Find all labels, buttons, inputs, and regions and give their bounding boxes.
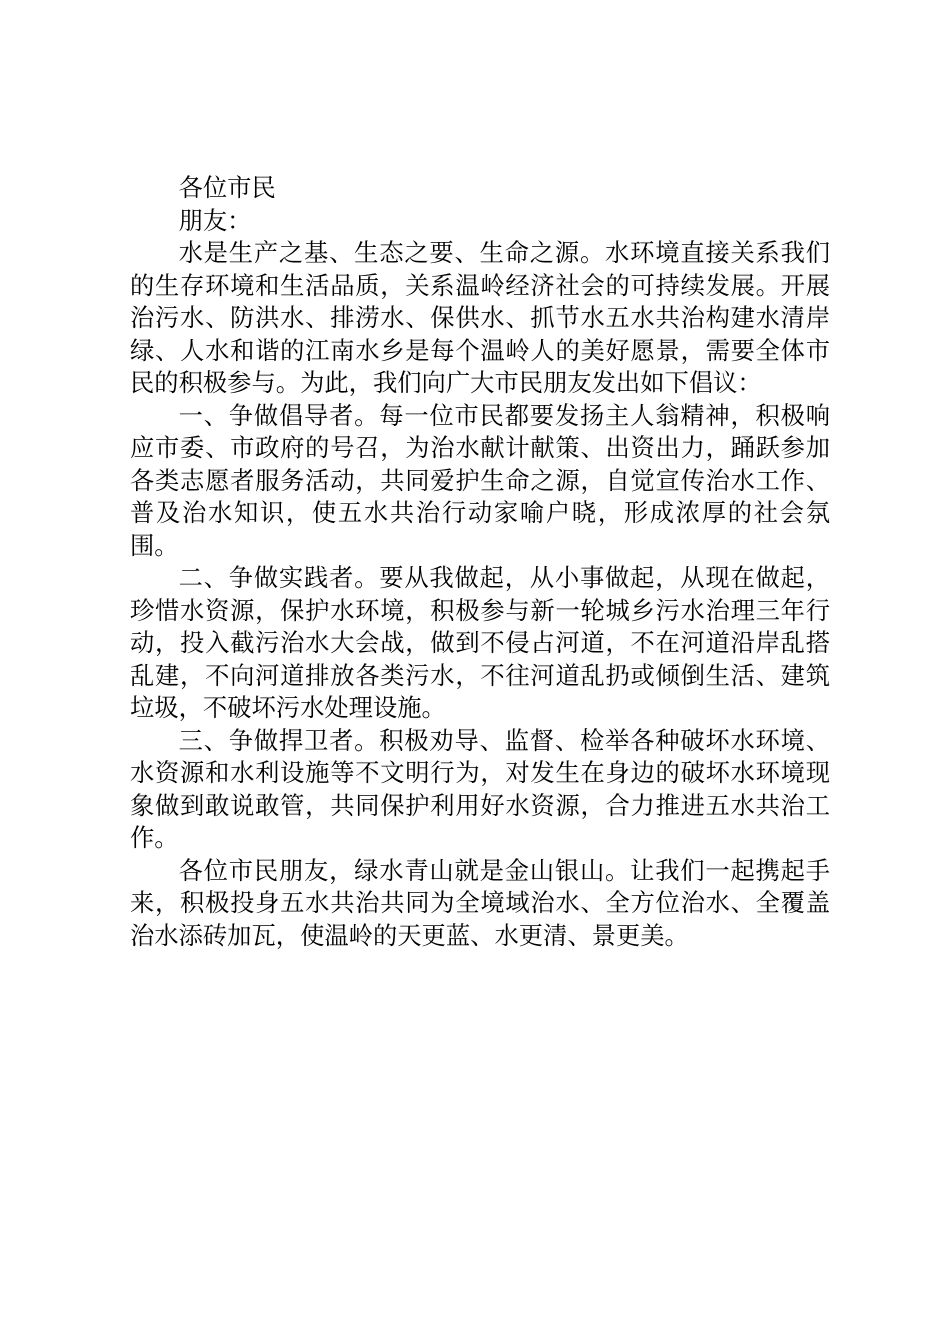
proposal-advocate-paragraph: 一、争做倡导者。每一位市民都要发扬主人翁精神，积极响应市委、市政府的号召，为治水献计献策、出资出力，踊跃参加各类志愿者服务活动，共同爱护生命之源，自觉宣传治水工作、普及治水知识，使五水共治行动家喻户晓，形成浓厚的社会氛围。 — [130, 400, 830, 560]
document-body — [130, 172, 830, 952]
proposal-practitioner-paragraph: 二、争做实践者。要从我做起，从小事做起，从现在做起，珍惜水资源，保护水环境，积极参与新一轮城乡污水治理三年行动，投入截污治水大会战，做到不侵占河道，不在河道沿岸乱搭乱建，不向河道排放各类污水，不往河道乱扔或倾倒生活、建筑垃圾，不破坏污水处理设施。 — [130, 563, 830, 722]
closing-paragraph: 各位市民朋友，绿水青山就是金山银山。让我们一起携起手来，积极投身五水共治共同为全境域治水、全方位治水、全覆盖治水添砖加瓦，使温岭的天更蓝、水更清、景更美。 — [130, 855, 830, 950]
salutation-line-2: 朋友： — [178, 205, 252, 235]
proposal-defender-paragraph: 三、争做捍卫者。积极劝导、监督、检举各种破坏水环境、水资源和水利设施等不文明行为，对发生在身边的破坏水环境现象做到敢说敢管，共同保护利用好水资源，合力推进五水共治工作。 — [130, 725, 830, 852]
salutation-line-1: 各位市民 — [178, 173, 276, 202]
intro-paragraph: 水是生产之基、生态之要、生命之源。水环境直接关系我们的生存环境和生活品质，关系温岭经济社会的可持续发展。开展治污水、防洪水、排涝水、保供水、抓节水五水共治构建水清岸绿、人水和谐的江南水乡是每个温岭人的美好愿景，需要全体市民的积极参与。为此，我们向广大市民朋友发出如下倡议： — [130, 238, 830, 397]
